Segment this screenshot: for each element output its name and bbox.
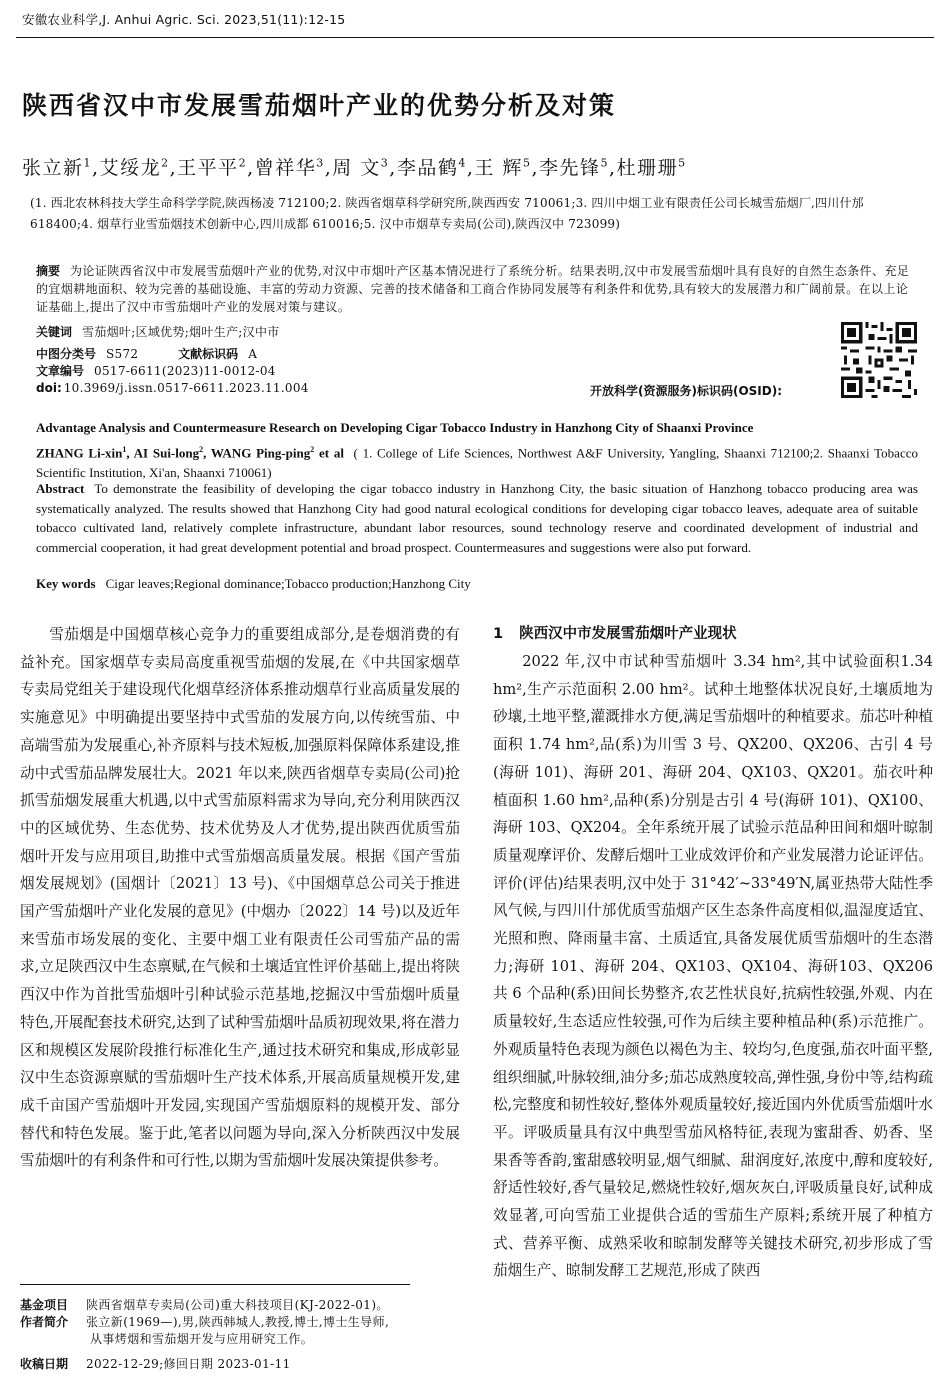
- en-abstract-label: Abstract: [36, 481, 85, 496]
- en-keywords-text: Cigar leaves;Regional dominance;Tobacco production;Hanzhong City: [105, 576, 471, 591]
- author-affil-sup: 2: [161, 156, 170, 170]
- paper-title: 陕西省汉中市发展雪茄烟叶产业的优势分析及对策: [22, 91, 617, 120]
- affiliations: (1. 西北农林科技大学生命科学学院,陕西杨凌 712100;2. 陕西省烟草科学研究所,陕西西安 710061;3. 四川中烟工业有限责任公司长城雪茄烟厂,四川什邡 618400;4. 烟草行业雪茄烟技术创新中心,四川成都 610016;5. 汉中市烟草专卖局(公司),陕西汉中 723099): [30, 196, 864, 231]
- english-keywords: [36, 576, 471, 592]
- author-affil-sup: 1: [83, 156, 93, 170]
- osid-qr-code[interactable]: [841, 322, 917, 398]
- author-list: 张立新$^1$,艾绥龙$^2$,王平平$^2$,曾祥华$^3$,周 文$^3$,李品鹤$^4$,王 辉$^5$,李先锋$^5$,杜珊珊$^5$: [22, 156, 687, 179]
- author-name: 王 辉: [474, 157, 523, 179]
- article-number-value: 0517-6611(2023)11-0012-04: [94, 364, 276, 378]
- en-author-sup: 2: [310, 445, 315, 454]
- doi-value: 10.3969/j.issn.0517-6611.2023.11.004: [63, 381, 309, 395]
- section-heading: [493, 621, 933, 648]
- author-name: 李品鹤: [396, 157, 459, 179]
- fund-text: 陕西省烟草专卖局(公司)重大科技项目(KJ-2022-01)。: [86, 1298, 389, 1312]
- section-number: 1: [493, 626, 504, 642]
- abstract-zh-text: 为论证陕西省汉中市发展雪茄烟叶产业的优势,对汉中市烟叶产区基本情况进行了系统分析。结果表明,汉中市发展雪茄烟叶具有良好的自然生态条件、充足的宜烟耕地面积、较为完善的基础设施、丰富的劳动力资源、完善的技术储备和工商合作协同发展等有利条件和优势,具有较大的发展潜力和广阔前景。在以上论证基础上,提出了汉中市雪茄烟叶产业的发展对策与建议。: [36, 264, 910, 314]
- abstract-zh-label: 摘要: [36, 264, 61, 278]
- en-author-name: ZHANG Li-xin: [36, 445, 123, 461]
- classification-line: [36, 345, 257, 362]
- author-affil-sup: 5: [678, 156, 687, 170]
- author-affil-sup: 5: [522, 156, 532, 170]
- footnote-fund: [20, 1297, 465, 1314]
- keywords-zh-label: 关键词: [36, 325, 73, 339]
- english-title: Advantage Analysis and Countermeasure Research on Developing Cigar Tobacco Industry in Hanzhong City of Shaanxi Province: [36, 420, 754, 435]
- author-affil-sup: 2: [238, 156, 248, 170]
- received-date-label: 收稿日期: [20, 1357, 69, 1371]
- doc-code-value: A: [248, 347, 258, 361]
- en-author-tail: et al: [314, 445, 344, 461]
- author-name: 杜珊珊: [616, 157, 679, 179]
- author-affil-sup: 5: [600, 156, 610, 170]
- footnote-dates: [20, 1356, 465, 1373]
- en-abstract-text: To demonstrate the feasibility of developing the cigar tobacco industry in Hanzhong City, the basic situation of Hanzhong tobacco producing area was systematically analyzed. The results showed that Hanzhong City had good natural ecological conditions for developing cigar tobacco leaves, adequate area of suitable tobacco cultivated land, relatively complete infrastructure, abundant labor resources, sound technology reserve and coordinated development of industrial and commercial cooperation, it had great development potential and broad prospect. Countermeasures and suggestions were also put forward.: [36, 481, 918, 555]
- body-column-right: [493, 621, 933, 1285]
- abstract-zh: [36, 262, 918, 316]
- article-number-label: 文章编号: [36, 364, 85, 378]
- author-affil-sup: 4: [458, 156, 467, 170]
- author-bio-label: 作者简介: [20, 1315, 69, 1329]
- footnote-rule: [20, 1284, 410, 1285]
- fund-label: 基金项目: [20, 1298, 69, 1312]
- author-bio-text: 张立新(1969—),男,陕西韩城人,教授,博士,博士生导师,: [86, 1315, 390, 1329]
- intro-paragraph: 雪茄烟是中国烟草核心竞争力的重要组成部分,是卷烟消费的有益补充。国家烟草专卖局高度重视雪茄烟的发展,在《中共国家烟草专卖局党组关于建设现代化烟草经济体系推动烟草行业高质量发展的实施意见》中明确提出要坚持中式雪茄的发展方向,以传统雪茄、中高端雪茄为发展重心,补齐原料与技术短板,加强原料保障体系建设,推动中式雪茄品牌发展壮大。2021 年以来,陕西省烟草专卖局(公司)抢抓雪茄烟发展重大机遇,以中式雪茄原料需求为导向,充分利用陕西汉中的区域优势、生态优势、技术优势及人才优势,提出陕西优质雪茄烟叶开发与应用项目,助推中式雪茄烟高质量发展。根据《国产雪茄烟发展规划》(国烟计〔2021〕13 号)、《中国烟草总公司关于推进国产雪茄烟叶产业化发展的意见》(中烟办〔2022〕14 号)以及近年来雪茄市场发展的变化、主要中烟工业有限责任公司雪茄产品的需求,立足陕西汉中生态禀赋,在气候和土壤适宜性评价基础上,提出将陕西汉中作为首批雪茄烟叶引种试验示范基地,挖掘汉中雪茄烟叶质量特色,开展配套技术研究,达到了试种雪茄烟叶品质初现效果,将在潜力区和规模区发展阶段推行标准化生产,通过技术研究和集成,形成彰显汉中生态资源禀赋的雪茄烟叶生产技术体系,开展高质量规模开发,建成千亩国产雪茄烟叶开发园,实现国产雪茄烟原料的规模开发、部分替代和特色发展。鉴于此,笔者以问题为导向,深入分析陕西汉中发展雪茄烟叶的有利条件和可行性,以期为雪茄烟叶发展决策提供参考。: [20, 626, 460, 1170]
- body-column-left: [20, 621, 460, 1175]
- doc-code-label: 文献标识码: [178, 347, 239, 361]
- author-affil-sup: 3: [380, 156, 390, 170]
- en-author-name: , AI Sui-long: [126, 445, 200, 461]
- doi-label: doi:: [36, 381, 62, 395]
- en-keywords-label: Key words: [36, 576, 96, 591]
- author-name: 周 文: [332, 157, 381, 179]
- author-name: 曾祥华: [254, 157, 317, 179]
- running-head: 安徽农业科学,J. Anhui Agric. Sci. 2023,51(11):12-15: [22, 12, 346, 27]
- doi-line: [36, 381, 309, 395]
- keywords-zh: [36, 323, 280, 340]
- received-date-text: 2022-12-29;修回日期 2023-01-11: [86, 1357, 291, 1371]
- article-number: [36, 362, 276, 379]
- osid-label: 开放科学(资源服务)标识码(OSID):: [590, 384, 783, 398]
- section-title: 陕西汉中市发展雪茄烟叶产业现状: [519, 626, 737, 642]
- en-author-name: , WANG Ping-ping: [203, 445, 311, 461]
- author-name: 艾绥龙: [99, 157, 162, 179]
- author-bio-continued: 从事烤烟和雪茄烟开发与应用研究工作。: [90, 1332, 314, 1346]
- keywords-zh-text: 雪茄烟叶;区域优势;烟叶生产;汉中市: [82, 325, 280, 339]
- author-name: 王平平: [177, 157, 239, 179]
- english-authors: [36, 440, 918, 483]
- footnote-author: [20, 1314, 465, 1348]
- author-name: 李先锋: [539, 157, 601, 179]
- english-abstract: [36, 479, 918, 557]
- en-author-sup: 2: [199, 445, 204, 454]
- clc-label: 中图分类号: [36, 347, 97, 361]
- section-paragraph: 2022 年,汉中市试种雪茄烟叶 3.34 hm²,其中试验面积1.34 hm²,生产示范面积 2.00 hm²。试种土地整体状况良好,土壤质地为砂壤,土地平整,灌溉排水方便,满足雪茄烟叶的种植要求。茄芯叶种植面积 1.74 hm²,品(系)为川雪 3 号、QX200、QX206、古引 4 号(海研 101)、海研 201、海研 204、QX103、QX201。茄衣叶种植面积 1.60 hm²,品种(系)分别是古引 4 号(海研 101)、QX100、海研 103、QX204。全年系统开展了试验示范品种田间和烟叶晾制质量观摩评价、发酵后烟叶工业成效评价和产业发展潜力论证评估。评价(评估)结果表明,汉中处于 31°42′~33°49′N,属亚热带大陆性季风气候,与四川什邡优质雪茄烟产区生态条件高度相似,温湿度适宜、光照和煦、降雨量丰富、土质适宜,具备发展优质雪茄烟叶的生态潜力;海研 101、海研 204、QX103、QX104、海研103、QX206 共 6 个品种(系)田间长势整齐,农艺性状良好,抗病性较强,外观、内在质量较好,生态适应性较强,可作为后续主要种植品种(系)示范推广。外观质量特色表现为颜色以褐色为主、较均匀,色度强,茄衣叶面平整,组织细腻,叶脉较细,油分多;茄芯成熟度较高,弹性强,身份中等,结构疏松,完整度和韧性较好,整体外观质量较好,接近国内外优质雪茄烟叶水平。评吸质量具有汉中典型雪茄风格特征,表现为蜜甜香、奶香、坚果香等香韵,蜜甜感较明显,烟气细腻、甜润度好,浓度中,醇和度较好,舒适性较好,香气量较足,燃烧性较好,烟灰灰白,评吸质量良好,试种成效显著,可向雪茄工业提供合适的雪茄生产原料;系统开展了种植方式、营养平衡、成熟采收和晾制发酵等关键技术研究,初步形成了雪茄烟生产、晾制发酵工艺规范,形成了陕西: [493, 653, 933, 1280]
- en-author-sup: 1: [122, 445, 127, 454]
- author-name: 张立新: [22, 157, 84, 179]
- clc-value: S572: [106, 347, 139, 361]
- en-affiliation: ( 1. College of Life Sciences, Northwest A&F University, Yangling, Shaanxi 712100;2. Shaanxi Tobacco Scientific Institution, Xi'an, Shaanxi 710061): [36, 445, 918, 481]
- header-rule: [16, 37, 934, 38]
- author-affil-sup: 3: [316, 156, 325, 170]
